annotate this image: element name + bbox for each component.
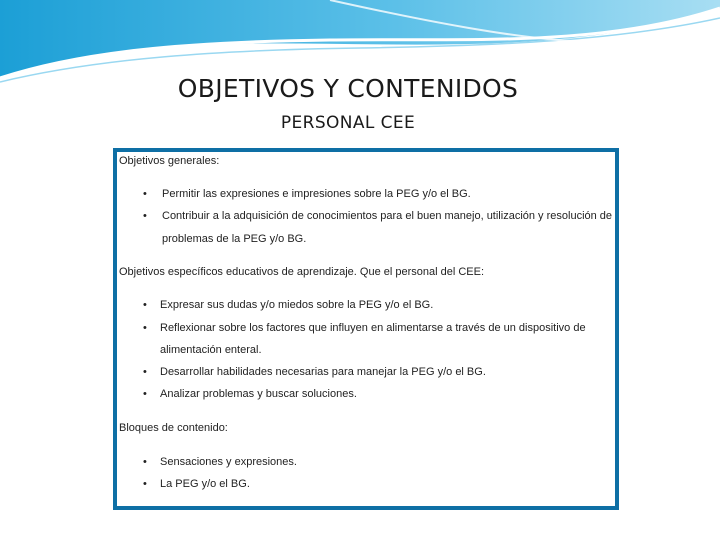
- objectives-panel: [113, 148, 619, 510]
- bullet-icon: •: [143, 456, 147, 468]
- list-item: Desarrollar habilidades necesarias para manejar la PEG y/o el BG.: [160, 366, 486, 378]
- general-objectives-heading: Objetivos generales:: [119, 155, 220, 167]
- bullet-icon: •: [143, 322, 147, 334]
- slide-subtitle: PERSONAL CEE: [280, 113, 416, 133]
- list-item: Reflexionar sobre los factores que influyen en alimentarse a través de un dispositivo de: [160, 322, 586, 334]
- list-item: Analizar problemas y buscar soluciones.: [160, 388, 357, 400]
- bullet-icon: •: [143, 478, 147, 490]
- content-blocks-heading: Bloques de contenido:: [119, 422, 228, 434]
- list-item: La PEG y/o el BG.: [160, 478, 250, 490]
- list-item: Permitir las expresiones e impresiones sobre la PEG y/o el BG.: [162, 188, 471, 200]
- bullet-icon: •: [143, 388, 147, 400]
- list-item-continuation: problemas de la PEG y/o BG.: [162, 233, 307, 245]
- list-item: Contribuir a la adquisición de conocimientos para el buen manejo, utilización y resolución de: [162, 210, 613, 222]
- slide-title: OBJETIVOS Y CONTENIDOS: [177, 74, 519, 103]
- list-item: Expresar sus dudas y/o miedos sobre la PEG y/o el BG.: [160, 299, 434, 311]
- bullet-icon: •: [143, 299, 147, 311]
- list-item: Sensaciones y expresiones.: [160, 456, 297, 468]
- specific-objectives-heading: Objetivos específicos educativos de aprendizaje. Que el personal del CEE:: [119, 266, 485, 278]
- bullet-icon: •: [143, 188, 147, 200]
- bullet-icon: •: [143, 210, 147, 222]
- list-item-continuation: alimentación enteral.: [160, 344, 262, 356]
- bullet-icon: •: [143, 366, 147, 378]
